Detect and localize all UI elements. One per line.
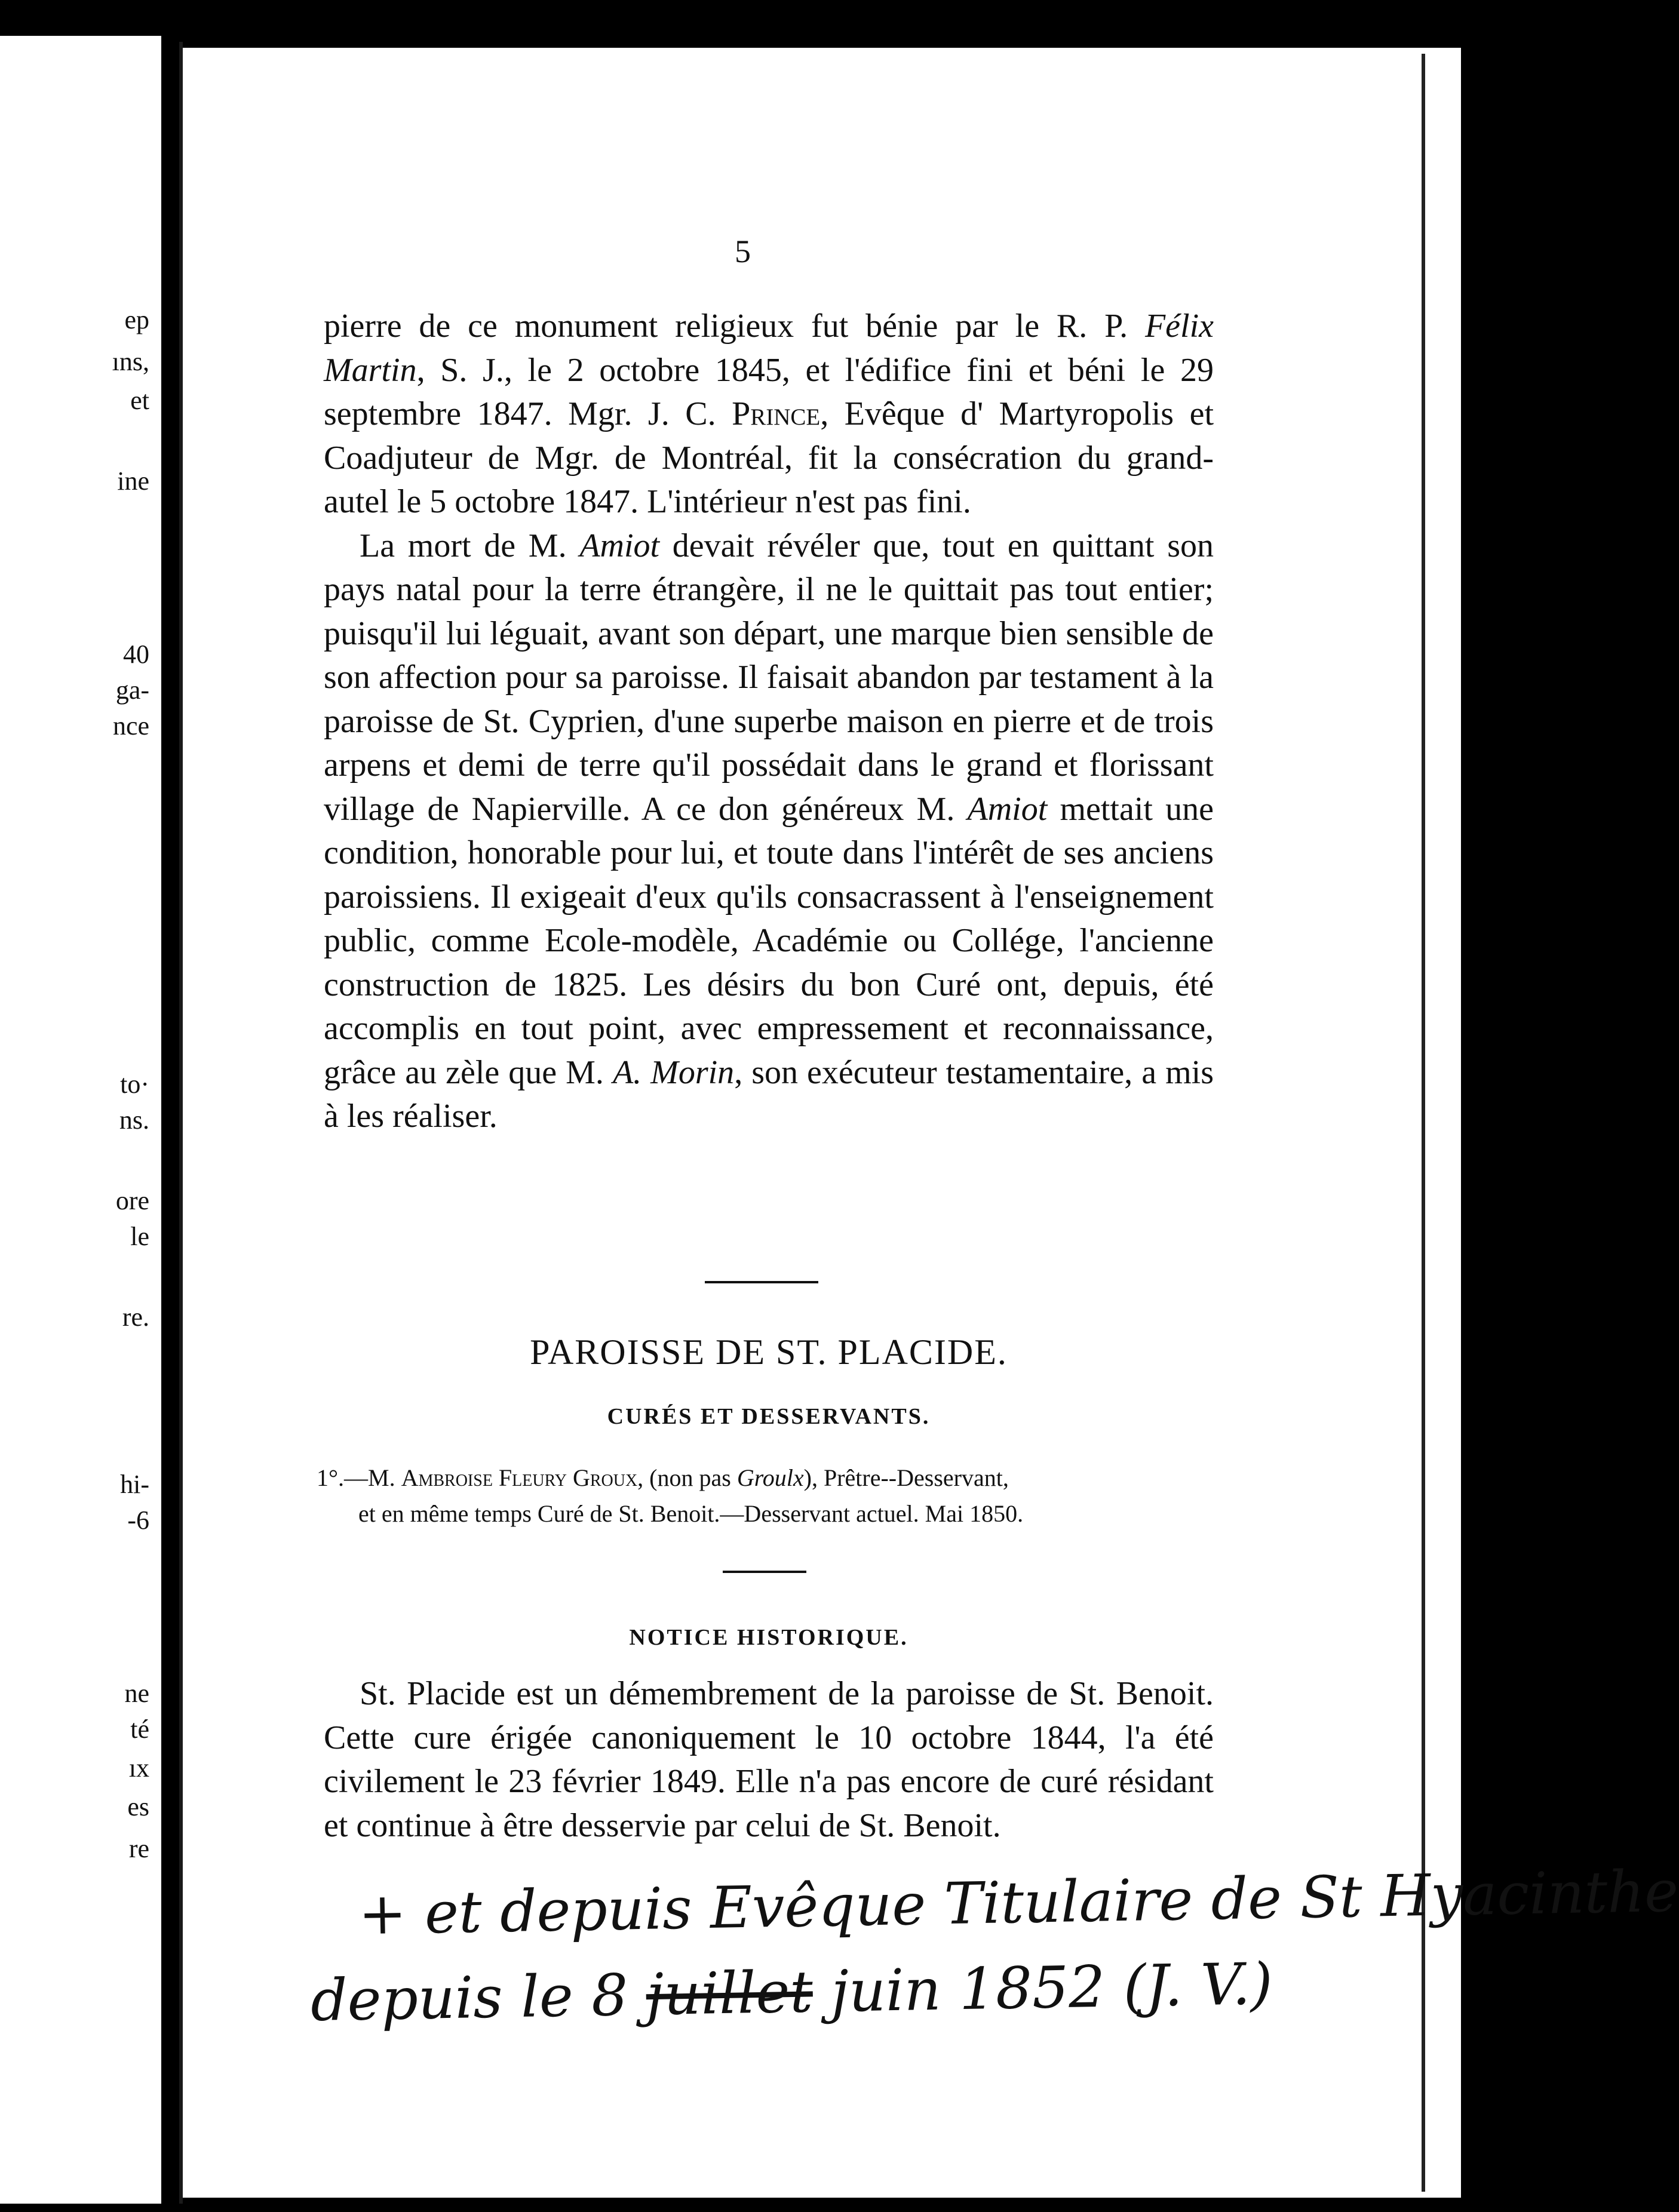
page-number: 5: [735, 234, 751, 269]
subheading-cures: CURÉS ET DESSERVANTS.: [607, 1404, 931, 1429]
person-name: Amiot: [579, 527, 660, 564]
previous-page-fragment: et: [130, 386, 149, 415]
person-name: A. Morin: [612, 1053, 735, 1091]
person-name: Félix Martin: [324, 308, 1214, 389]
previous-page-fragment: ıx: [128, 1753, 149, 1783]
previous-page-fragment: le: [130, 1222, 149, 1251]
handwritten-note-line-2: depuis le 8 juillet juin 1852 (J. V.): [310, 1950, 1273, 2035]
previous-page-fragment: nce: [112, 711, 149, 741]
previous-page-fragment: ga-: [115, 675, 149, 705]
previous-page-fragment: ine: [117, 466, 149, 496]
previous-page-edge: [0, 36, 161, 2204]
paragraph-1: pierre de ce monument religieux fut bénie par le R. P. Félix Martin, S. J., le 2 octobre 1845, et l'édifice fini et béni le 29 septembre 1847. Mgr. J. C. Prince, Evêque d' Martyropolis et Coadjuteur de Mgr. de Montréal, fit la consécration du grand-autel le 5 octobre 1847. L'intérieur n'est pas fini. La mort de M. Amiot devait révéler que, tout en quittant son pays natal pour la terre étrangère, il ne le quittait pas tout entier; puisqu'il lui léguait, avant son départ, une marque bien sensible de son affection pour sa paroisse. Il faisait abandon par testament à la paroisse de St. Cyprien, d'une superbe maison en pierre et de trois arpens et demi de terre qu'il possédait dans le grand et florissant village de Napierville. A ce don généreux M. Amiot mettait une condition, honorable pour lui, et toute dans l'intérêt de ses anciens paroissiens. Il exigeait d'eux qu'ils consacrassent à l'enseignement public, comme Ecole-modèle, Académie ou Collége, l'ancienne construction de 1825. Les désirs du bon Curé ont, depuis, été accomplis en tout point, avec empressement et reconnaissance, grâce au zèle que M. A. Morin, son exécuteur testamentaire, a mis à les réaliser.: [324, 305, 1214, 1139]
section-title: PAROISSE DE ST. PLACIDE.: [530, 1332, 1008, 1372]
paragraph-2: La mort de M. Amiot devait révéler que, tout en quittant son pays natal pour la terre étrangère, il ne le quittait pas tout entier; puisqu'il lui léguait, avant son départ, une marque bien sensible de son affection pour sa paroisse. Il faisait abandon par testament à la paroisse de St. Cyprien, d'une superbe maison en pierre et de trois arpens et demi de terre qu'il possédait dans le grand et florissant village de Napierville. A ce don généreux M. Amiot mettait une condition, honorable pour lui, et toute dans l'intérêt de ses anciens paroissiens. Il exigeait d'eux qu'ils consacrassent à l'enseignement public, comme Ecole-modèle, Académie ou Collége, l'ancienne construction de 1825. Les désirs du bon Curé ont, depuis, été accomplis en tout point, avec empressement et reconnaissance, grâce au zèle que M. A. Morin, son exécuteur testamentaire, a mis à les réaliser.: [324, 527, 1214, 1135]
previous-page-fragment: to·: [120, 1070, 149, 1099]
previous-page-fragment: ns.: [119, 1105, 149, 1135]
section-divider: [705, 1281, 818, 1283]
section-divider: [723, 1571, 806, 1573]
previous-page-fragment: ıns,: [112, 347, 149, 376]
person-name: Prince: [732, 395, 821, 432]
previous-page-fragment: re: [128, 1834, 149, 1863]
previous-page-fragment: té: [130, 1715, 149, 1744]
list-item: 1°.—M. Ambroise Fleury Groux, (non pas Groulx), Prêtre--Desservant, et en même temps Curé de St. Benoit.—Desservant actuel. Mai 1850.: [317, 1464, 1024, 1527]
previous-page-fragment: ep: [124, 305, 149, 334]
previous-page-fragment: ore: [115, 1186, 149, 1215]
previous-page-fragment: hi-: [120, 1470, 149, 1499]
subheading-notice: NOTICE HISTORIQUE.: [629, 1625, 908, 1650]
previous-page-fragment: es: [127, 1792, 149, 1821]
previous-page-fragment: re.: [122, 1302, 149, 1332]
paragraph-3: St. Placide est un démembrement de la paroisse de St. Benoit. Cette cure érigée canoniquement le 10 octobre 1844, l'a été civilement le 23 février 1849. Elle n'a pas encore de curé résidant et continue à être desservie par celui de St. Benoit.: [324, 1675, 1214, 1844]
person-name: Amiot: [967, 790, 1048, 828]
previous-page-fragment: 40: [123, 640, 149, 669]
previous-page-fragment: ne: [124, 1679, 149, 1708]
previous-page-fragment: -6: [127, 1506, 149, 1535]
handwritten-note-line-1: + et depuis Evêque Titulaire de St Hyacinthe: [358, 1857, 1679, 1948]
person-name: Ambroise Fleury Groux: [401, 1464, 638, 1491]
